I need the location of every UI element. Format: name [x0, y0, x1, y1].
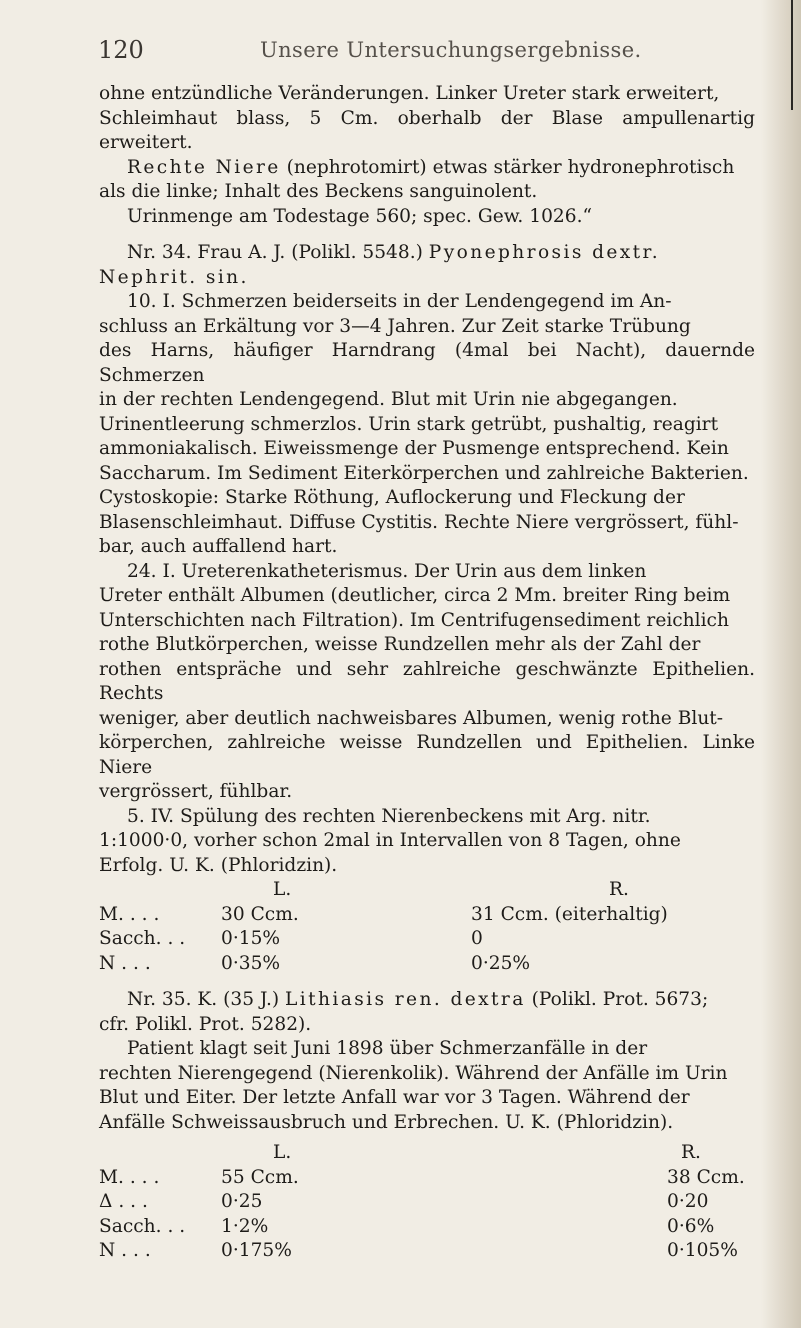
text-line: Patient klagt seit Juni 1898 über Schmerzanfälle in der	[127, 1038, 648, 1059]
text-line: Blut und Eiter. Der letzte Anfall war vor 3 Tagen. Während der	[99, 1087, 690, 1108]
row-label: Sacch. . .	[99, 928, 186, 949]
right-value: 0	[471, 928, 483, 949]
right-value: 0·105%	[667, 1240, 738, 1261]
text-line: bar, auch auffallend hart.	[99, 536, 338, 557]
text-line: vergrössert, fühlbar.	[99, 781, 293, 802]
table-body	[99, 1166, 745, 1264]
left-value: 1·2%	[221, 1215, 269, 1237]
text-line: Saccharum. Im Sediment Eiterkörperchen und zahlreiche Bakterien.	[99, 462, 749, 484]
text-line: weniger, aber deutlich nachweisbares Albumen, wenig rothe Blut-	[99, 707, 724, 729]
text-line: schluss an Erkältung vor 3—4 Jahren. Zur Zeit starke Trübung	[99, 315, 691, 337]
page-number: 120	[98, 36, 144, 64]
right-value: 38 Ccm.	[667, 1166, 745, 1188]
row-label: Sacch. . .	[99, 1215, 186, 1237]
left-value: 0·15%	[221, 928, 281, 949]
case-heading	[99, 241, 755, 266]
text-line: Anfälle Schweissausbruch und Erbrechen. U. K. (Phloridzin).	[99, 1111, 674, 1133]
page-edge-shadow	[761, 0, 801, 1328]
table-row	[99, 1215, 745, 1240]
col-left: L.	[273, 1142, 292, 1163]
text-line: des Harns, häufiger Harndrang (4mal bei Nacht), dauernde Schmerzen	[99, 340, 755, 386]
row-label: N . . .	[99, 1240, 151, 1261]
case-heading-cont: cfr. Polikl. Prot. 5282).	[99, 1013, 312, 1035]
text-line: Blasenschleimhaut. Diffuse Cystitis. Rechte Niere vergrössert, fühl-	[99, 511, 739, 533]
text-line: als die linke; Inhalt des Beckens sanguinolent.	[99, 181, 538, 202]
row-label: Δ . . .	[99, 1191, 148, 1212]
right-value: 0·25%	[471, 952, 531, 974]
table-header	[99, 878, 731, 903]
text-fragment: (Polikl. Prot. 5673;	[525, 989, 709, 1010]
left-value: 0·25	[221, 1191, 263, 1212]
running-title: Unsere Untersuchungsergebnisse.	[260, 38, 642, 62]
text-line: 1:1000·0, vorher schon 2mal in Intervallen von 8 Tagen, ohne	[99, 830, 681, 851]
text-line: rothen entspräche und sehr zahlreiche geschwänzte Epithelien. Rechts	[99, 658, 755, 704]
text-line: 5. IV. Spülung des rechten Nierenbeckens mit Arg. nitr.	[127, 805, 651, 827]
case-number: Nr. 35. K. (35 J.)	[127, 989, 286, 1010]
table-header	[99, 1141, 745, 1166]
spacer	[99, 229, 755, 241]
left-value: 55 Ccm.	[221, 1166, 299, 1188]
diagnosis: Lithiasis ren. dextra	[285, 989, 526, 1010]
text-line: Cystoskopie: Starke Röthung, Auflockerung und Fleckung der	[99, 487, 685, 508]
text-line: Unterschichten nach Filtration). Im Centrifugensediment reichlich	[99, 609, 729, 631]
case-heading-cont	[99, 266, 755, 291]
running-header	[98, 36, 748, 66]
row-label: N . . .	[99, 952, 151, 974]
page-edge-mark	[791, 0, 793, 110]
case-35-text	[99, 1037, 755, 1135]
case-35-table	[99, 1141, 745, 1264]
left-value: 0·35%	[221, 952, 281, 974]
text-line: 24. I. Ureterenkatheterismus. Der Urin aus dem linken	[127, 560, 647, 582]
text-line: ohne entzündliche Veränderungen. Linker Ureter stark erweitert,	[99, 83, 720, 104]
page-body	[99, 82, 755, 1264]
text-line: in der rechten Lendengegend. Blut mit Urin nie abgegangen.	[99, 389, 678, 410]
spaced-term: Rechte Niere	[127, 156, 281, 178]
col-right: R.	[609, 879, 629, 900]
text-line: Urinmenge am Todestage 560; spec. Gew. 1026.“	[127, 205, 592, 227]
col-right: R.	[681, 1142, 701, 1163]
case-34-table	[99, 878, 731, 976]
diagnosis: Pyonephrosis dextr.	[428, 242, 661, 263]
table-row	[99, 952, 731, 977]
left-value: 0·175%	[221, 1240, 292, 1261]
row-label: M. . . .	[99, 1166, 160, 1188]
case-heading	[99, 988, 755, 1013]
text-line: ammoniakalisch. Eiweissmenge der Pusmenge entsprechend. Kein	[99, 438, 729, 459]
table-row	[99, 927, 731, 952]
diagnosis: Nephrit. sin.	[99, 266, 249, 288]
table-row	[99, 903, 731, 928]
text-line: Urinentleerung schmerzlos. Urin stark getrübt, pushaltig, reagirt	[99, 413, 719, 435]
text-line: rechten Nierengegend (Nierenkolik). Während der Anfälle im Urin	[99, 1062, 728, 1084]
case-number: Nr. 34. Frau A. J. (Polikl. 5548.)	[127, 242, 429, 263]
row-label: M. . . .	[99, 903, 160, 925]
right-value: 0·6%	[667, 1215, 715, 1237]
right-value: 31 Ccm. (eiterhaltig)	[471, 903, 668, 925]
col-left: L.	[273, 879, 292, 900]
text-fragment: (nephrotomirt) etwas stärker hydronephrotisch	[280, 156, 735, 178]
text-line: Ureter enthält Albumen (deutlicher, circa 2 Mm. breiter Ring beim	[99, 585, 731, 606]
case-34-text	[99, 290, 755, 878]
text-line: rothe Blutkörperchen, weisse Rundzellen mehr als der Zahl der	[99, 634, 701, 655]
table-row	[99, 1166, 745, 1191]
text-line: körperchen, zahlreiche weisse Rundzellen und Epithelien. Linke Niere	[99, 732, 755, 778]
right-value: 0·20	[667, 1191, 709, 1212]
table-body	[99, 903, 731, 977]
table-row	[99, 1190, 745, 1215]
left-value: 30 Ccm.	[221, 903, 299, 925]
table-row	[99, 1239, 745, 1264]
text-line: Schleimhaut blass, 5 Cm. oberhalb der Blase ampullenartig erweitert.	[99, 107, 755, 153]
text-line	[99, 156, 755, 181]
text-line: 10. I. Schmerzen beiderseits in der Lendengegend im An-	[127, 291, 672, 312]
text-line: Erfolg. U. K. (Phloridzin).	[99, 854, 338, 876]
spacer	[99, 976, 755, 988]
